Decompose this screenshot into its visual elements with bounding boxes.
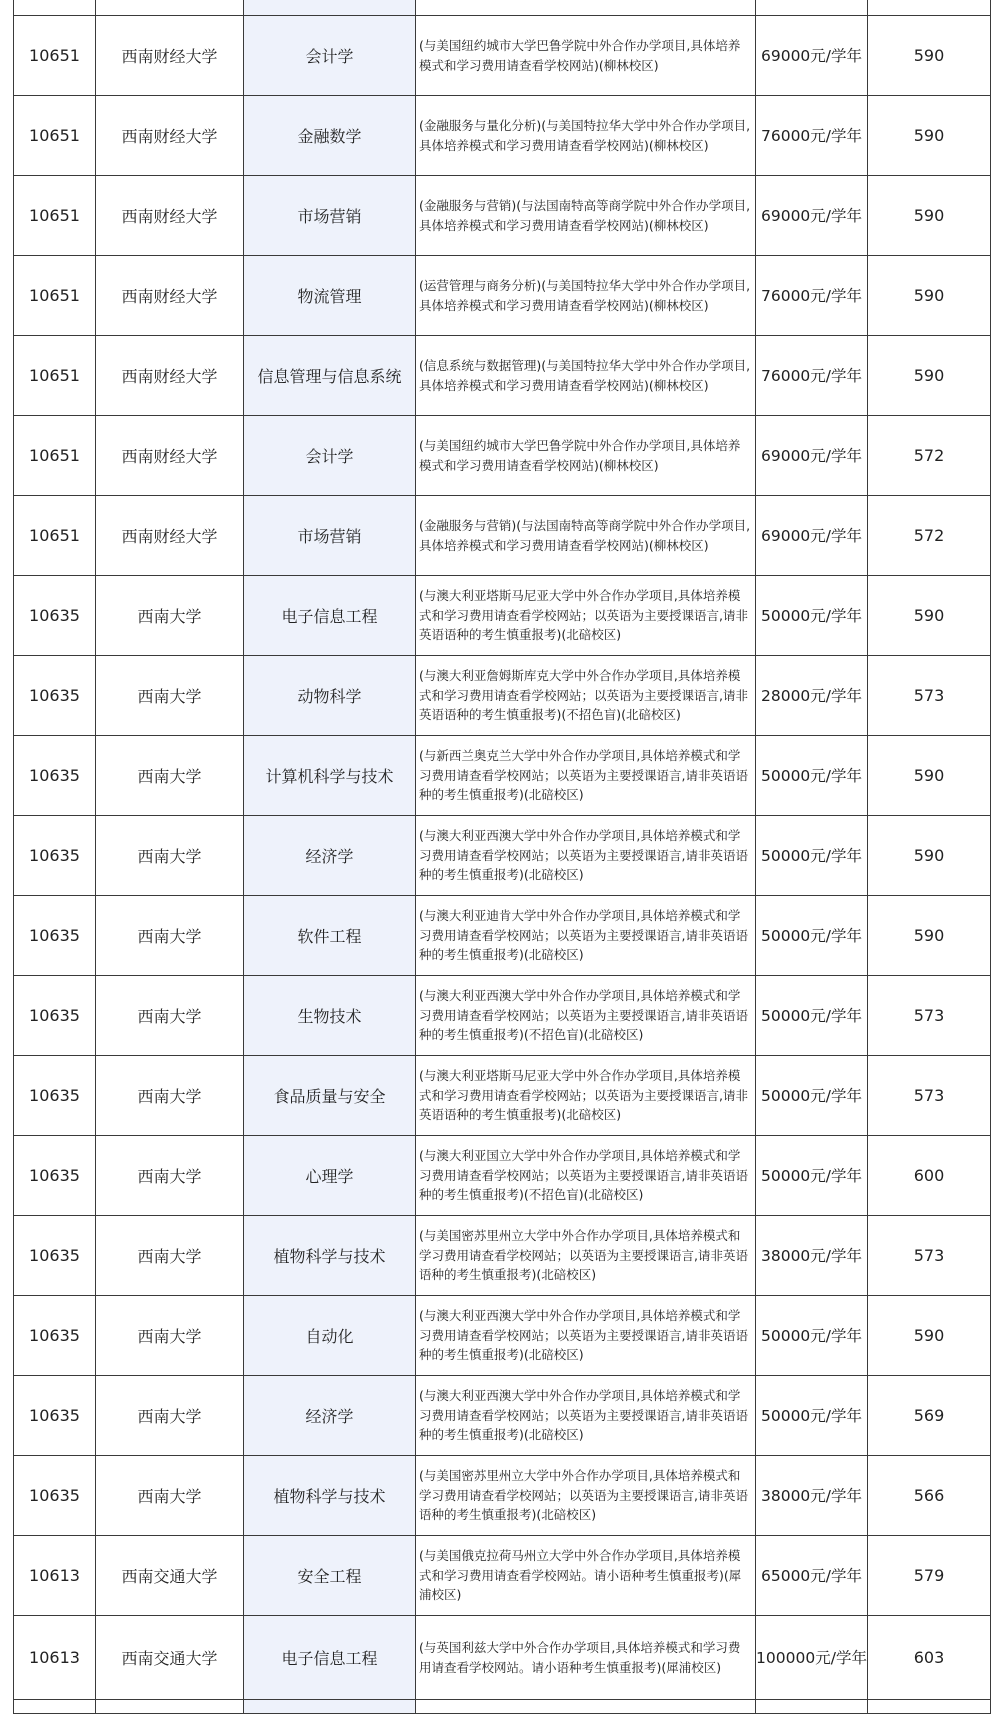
program-note-cell: (与澳大利亚詹姆斯库克大学中外合作办学项目,具体培养模式和学习费用请查看学校网站；以英语为主要授课语言,请非英语语种的考生慎重报考)(不招色盲)(北碚校区)	[416, 656, 756, 736]
tuition-fee-cell: 38000元/学年	[756, 1216, 868, 1296]
school-code-cell: 10635	[14, 896, 96, 976]
program-note-cell: (与新西兰奥克兰大学中外合作办学项目,具体培养模式和学习费用请查看学校网站；以英语为主要授课语言,请非英语语种的考生慎重报考)(北碚校区)	[416, 736, 756, 816]
table-row	[14, 1216, 991, 1296]
tuition-fee-cell: 50000元/学年	[756, 1136, 868, 1216]
school-name-cell: 西南交通大学	[96, 1536, 244, 1616]
school-name-cell: 西南大学	[96, 1296, 244, 1376]
major-name-cell: 信息管理与信息系统	[244, 336, 416, 416]
program-note-cell: (与澳大利亚迪肯大学中外合作办学项目,具体培养模式和学习费用请查看学校网站；以英语为主要授课语言,请非英语语种的考生慎重报考)(北碚校区)	[416, 896, 756, 976]
school-code-cell: 10635	[14, 736, 96, 816]
school-code-cell: 10635	[14, 576, 96, 656]
school-name-cell: 西南财经大学	[96, 16, 244, 96]
program-note-cell: (运营管理与商务分析)(与美国特拉华大学中外合作办学项目,具体培养模式和学习费用请查看学校网站)(柳林校区)	[416, 256, 756, 336]
major-name-cell: 安全工程	[244, 1536, 416, 1616]
school-code-cell: 10651	[14, 496, 96, 576]
school-name-cell: 西南大学	[96, 1056, 244, 1136]
school-name-cell: 西南财经大学	[96, 496, 244, 576]
table-row	[14, 896, 991, 976]
major-name-cell: 市场营销	[244, 496, 416, 576]
school-name-cell: 西南财经大学	[96, 256, 244, 336]
table-cell	[96, 1700, 244, 1714]
min-score-cell: 572	[868, 416, 991, 496]
min-score-cell: 603	[868, 1616, 991, 1700]
table-row	[14, 1536, 991, 1616]
tuition-fee-cell: 50000元/学年	[756, 816, 868, 896]
tuition-fee-cell: 69000元/学年	[756, 496, 868, 576]
tuition-fee-cell: 28000元/学年	[756, 656, 868, 736]
table-row	[14, 336, 991, 416]
table-row	[14, 16, 991, 96]
major-name-cell: 经济学	[244, 1376, 416, 1456]
program-note-cell: (与澳大利亚国立大学中外合作办学项目,具体培养模式和学习费用请查看学校网站；以英语为主要授课语言,请非英语语种的考生慎重报考)(不招色盲)(北碚校区)	[416, 1136, 756, 1216]
table-row	[14, 816, 991, 896]
table-row	[14, 1056, 991, 1136]
min-score-cell: 590	[868, 1296, 991, 1376]
school-name-cell: 西南大学	[96, 896, 244, 976]
program-note-cell: (与澳大利亚西澳大学中外合作办学项目,具体培养模式和学习费用请查看学校网站；以英语为主要授课语言,请非英语语种的考生慎重报考)(北碚校区)	[416, 816, 756, 896]
major-name-cell: 物流管理	[244, 256, 416, 336]
program-note-cell: (与澳大利亚西澳大学中外合作办学项目,具体培养模式和学习费用请查看学校网站；以英语为主要授课语言,请非英语语种的考生慎重报考)(北碚校区)	[416, 1296, 756, 1376]
table-cell	[14, 0, 96, 16]
table-row-cutoff-top	[14, 0, 991, 16]
tuition-fee-cell: 50000元/学年	[756, 736, 868, 816]
program-note-cell: (与澳大利亚塔斯马尼亚大学中外合作办学项目,具体培养模式和学习费用请查看学校网站；以英语为主要授课语言,请非英语语种的考生慎重报考)(北碚校区)	[416, 576, 756, 656]
program-note-cell: (与美国纽约城市大学巴鲁学院中外合作办学项目,具体培养模式和学习费用请查看学校网站)(柳林校区)	[416, 416, 756, 496]
tuition-fee-cell: 50000元/学年	[756, 976, 868, 1056]
major-name-cell: 动物科学	[244, 656, 416, 736]
school-code-cell: 10635	[14, 976, 96, 1056]
table-row	[14, 1296, 991, 1376]
major-name-cell: 植物科学与技术	[244, 1216, 416, 1296]
school-code-cell: 10635	[14, 816, 96, 896]
table-row	[14, 656, 991, 736]
school-name-cell: 西南财经大学	[96, 176, 244, 256]
table-row	[14, 416, 991, 496]
table-row	[14, 496, 991, 576]
major-name-cell: 会计学	[244, 16, 416, 96]
table-row	[14, 736, 991, 816]
program-note-cell: (与美国纽约城市大学巴鲁学院中外合作办学项目,具体培养模式和学习费用请查看学校网站)(柳林校区)	[416, 16, 756, 96]
table-row	[14, 976, 991, 1056]
school-code-cell: 10635	[14, 1136, 96, 1216]
program-note-cell: (与英国利兹大学中外合作办学项目,具体培养模式和学习费用请查看学校网站。请小语种考生慎重报考)(犀浦校区)	[416, 1616, 756, 1700]
tuition-fee-cell: 50000元/学年	[756, 1376, 868, 1456]
school-code-cell: 10613	[14, 1616, 96, 1700]
table-cell	[868, 1700, 991, 1714]
major-name-cell: 植物科学与技术	[244, 1456, 416, 1536]
tuition-fee-cell: 69000元/学年	[756, 416, 868, 496]
table-cell	[756, 0, 868, 16]
school-name-cell: 西南大学	[96, 1376, 244, 1456]
program-note-cell: (金融服务与营销)(与法国南特高等商学院中外合作办学项目,具体培养模式和学习费用请查看学校网站)(柳林校区)	[416, 496, 756, 576]
major-name-cell: 自动化	[244, 1296, 416, 1376]
tuition-fee-cell: 76000元/学年	[756, 96, 868, 176]
school-code-cell: 10651	[14, 336, 96, 416]
program-note-cell: (与美国密苏里州立大学中外合作办学项目,具体培养模式和学习费用请查看学校网站；以英语为主要授课语言,请非英语语种的考生慎重报考)(北碚校区)	[416, 1456, 756, 1536]
school-code-cell: 10635	[14, 656, 96, 736]
major-name-cell: 计算机科学与技术	[244, 736, 416, 816]
school-name-cell: 西南大学	[96, 736, 244, 816]
admission-table	[13, 0, 991, 1714]
school-name-cell: 西南大学	[96, 816, 244, 896]
min-score-cell: 590	[868, 336, 991, 416]
school-name-cell: 西南大学	[96, 1136, 244, 1216]
school-name-cell: 西南财经大学	[96, 336, 244, 416]
tuition-fee-cell: 76000元/学年	[756, 256, 868, 336]
tuition-fee-cell: 69000元/学年	[756, 16, 868, 96]
major-name-cell: 食品质量与安全	[244, 1056, 416, 1136]
school-name-cell: 西南大学	[96, 976, 244, 1056]
major-name-cell: 电子信息工程	[244, 1616, 416, 1700]
major-name-cell: 市场营销	[244, 176, 416, 256]
school-name-cell: 西南大学	[96, 1216, 244, 1296]
min-score-cell: 590	[868, 176, 991, 256]
major-name-cell: 心理学	[244, 1136, 416, 1216]
table-cell	[416, 0, 756, 16]
min-score-cell: 573	[868, 1216, 991, 1296]
school-code-cell: 10635	[14, 1216, 96, 1296]
major-name-cell: 软件工程	[244, 896, 416, 976]
table-cell	[868, 0, 991, 16]
min-score-cell: 573	[868, 976, 991, 1056]
min-score-cell: 573	[868, 656, 991, 736]
table-row	[14, 96, 991, 176]
program-note-cell: (与美国俄克拉荷马州立大学中外合作办学项目,具体培养模式和学习费用请查看学校网站。请小语种考生慎重报考)(犀浦校区)	[416, 1536, 756, 1616]
school-name-cell: 西南财经大学	[96, 96, 244, 176]
table-row	[14, 576, 991, 656]
tuition-fee-cell: 65000元/学年	[756, 1536, 868, 1616]
table-cell	[756, 1700, 868, 1714]
program-note-cell: (信息系统与数据管理)(与美国特拉华大学中外合作办学项目,具体培养模式和学习费用请查看学校网站)(柳林校区)	[416, 336, 756, 416]
table-row	[14, 256, 991, 336]
table-row-cutoff-bottom	[14, 1700, 991, 1714]
tuition-fee-cell: 50000元/学年	[756, 896, 868, 976]
table-row	[14, 176, 991, 256]
table-row	[14, 1456, 991, 1536]
school-name-cell: 西南大学	[96, 1456, 244, 1536]
major-name-cell: 经济学	[244, 816, 416, 896]
tuition-fee-cell: 100000元/学年	[756, 1616, 868, 1700]
major-name-cell: 会计学	[244, 416, 416, 496]
school-name-cell: 西南大学	[96, 576, 244, 656]
major-name-cell: 电子信息工程	[244, 576, 416, 656]
min-score-cell: 572	[868, 496, 991, 576]
tuition-fee-cell: 38000元/学年	[756, 1456, 868, 1536]
school-code-cell: 10651	[14, 256, 96, 336]
table-cell	[14, 1700, 96, 1714]
major-name-cell: 金融数学	[244, 96, 416, 176]
school-code-cell: 10651	[14, 416, 96, 496]
program-note-cell: (与澳大利亚塔斯马尼亚大学中外合作办学项目,具体培养模式和学习费用请查看学校网站；以英语为主要授课语言,请非英语语种的考生慎重报考)(北碚校区)	[416, 1056, 756, 1136]
school-code-cell: 10651	[14, 176, 96, 256]
school-name-cell: 西南交通大学	[96, 1616, 244, 1700]
school-code-cell: 10635	[14, 1296, 96, 1376]
min-score-cell: 573	[868, 1056, 991, 1136]
tuition-fee-cell: 50000元/学年	[756, 1296, 868, 1376]
tuition-fee-cell: 50000元/学年	[756, 1056, 868, 1136]
school-code-cell: 10613	[14, 1536, 96, 1616]
min-score-cell: 590	[868, 96, 991, 176]
program-note-cell: (与澳大利亚西澳大学中外合作办学项目,具体培养模式和学习费用请查看学校网站；以英语为主要授课语言,请非英语语种的考生慎重报考)(不招色盲)(北碚校区)	[416, 976, 756, 1056]
min-score-cell: 590	[868, 576, 991, 656]
tuition-fee-cell: 76000元/学年	[756, 336, 868, 416]
school-name-cell: 西南大学	[96, 656, 244, 736]
school-code-cell: 10635	[14, 1376, 96, 1456]
min-score-cell: 590	[868, 896, 991, 976]
table-cell	[96, 0, 244, 16]
school-code-cell: 10651	[14, 96, 96, 176]
program-note-cell: (与澳大利亚西澳大学中外合作办学项目,具体培养模式和学习费用请查看学校网站；以英语为主要授课语言,请非英语语种的考生慎重报考)(北碚校区)	[416, 1376, 756, 1456]
table-cell	[416, 1700, 756, 1714]
tuition-fee-cell: 50000元/学年	[756, 576, 868, 656]
min-score-cell: 600	[868, 1136, 991, 1216]
major-name-cell: 生物技术	[244, 976, 416, 1056]
school-code-cell: 10635	[14, 1056, 96, 1136]
school-code-cell: 10651	[14, 16, 96, 96]
min-score-cell: 569	[868, 1376, 991, 1456]
min-score-cell: 590	[868, 736, 991, 816]
table-cell	[244, 1700, 416, 1714]
program-note-cell: (与美国密苏里州立大学中外合作办学项目,具体培养模式和学习费用请查看学校网站；以英语为主要授课语言,请非英语语种的考生慎重报考)(北碚校区)	[416, 1216, 756, 1296]
min-score-cell: 590	[868, 816, 991, 896]
table-row	[14, 1136, 991, 1216]
program-note-cell: (金融服务与量化分析)(与美国特拉华大学中外合作办学项目,具体培养模式和学习费用请查看学校网站)(柳林校区)	[416, 96, 756, 176]
table-cell	[244, 0, 416, 16]
school-code-cell: 10635	[14, 1456, 96, 1536]
min-score-cell: 590	[868, 16, 991, 96]
min-score-cell: 590	[868, 256, 991, 336]
min-score-cell: 566	[868, 1456, 991, 1536]
min-score-cell: 579	[868, 1536, 991, 1616]
table-row	[14, 1376, 991, 1456]
school-name-cell: 西南财经大学	[96, 416, 244, 496]
table-row	[14, 1616, 991, 1700]
program-note-cell: (金融服务与营销)(与法国南特高等商学院中外合作办学项目,具体培养模式和学习费用请查看学校网站)(柳林校区)	[416, 176, 756, 256]
tuition-fee-cell: 69000元/学年	[756, 176, 868, 256]
